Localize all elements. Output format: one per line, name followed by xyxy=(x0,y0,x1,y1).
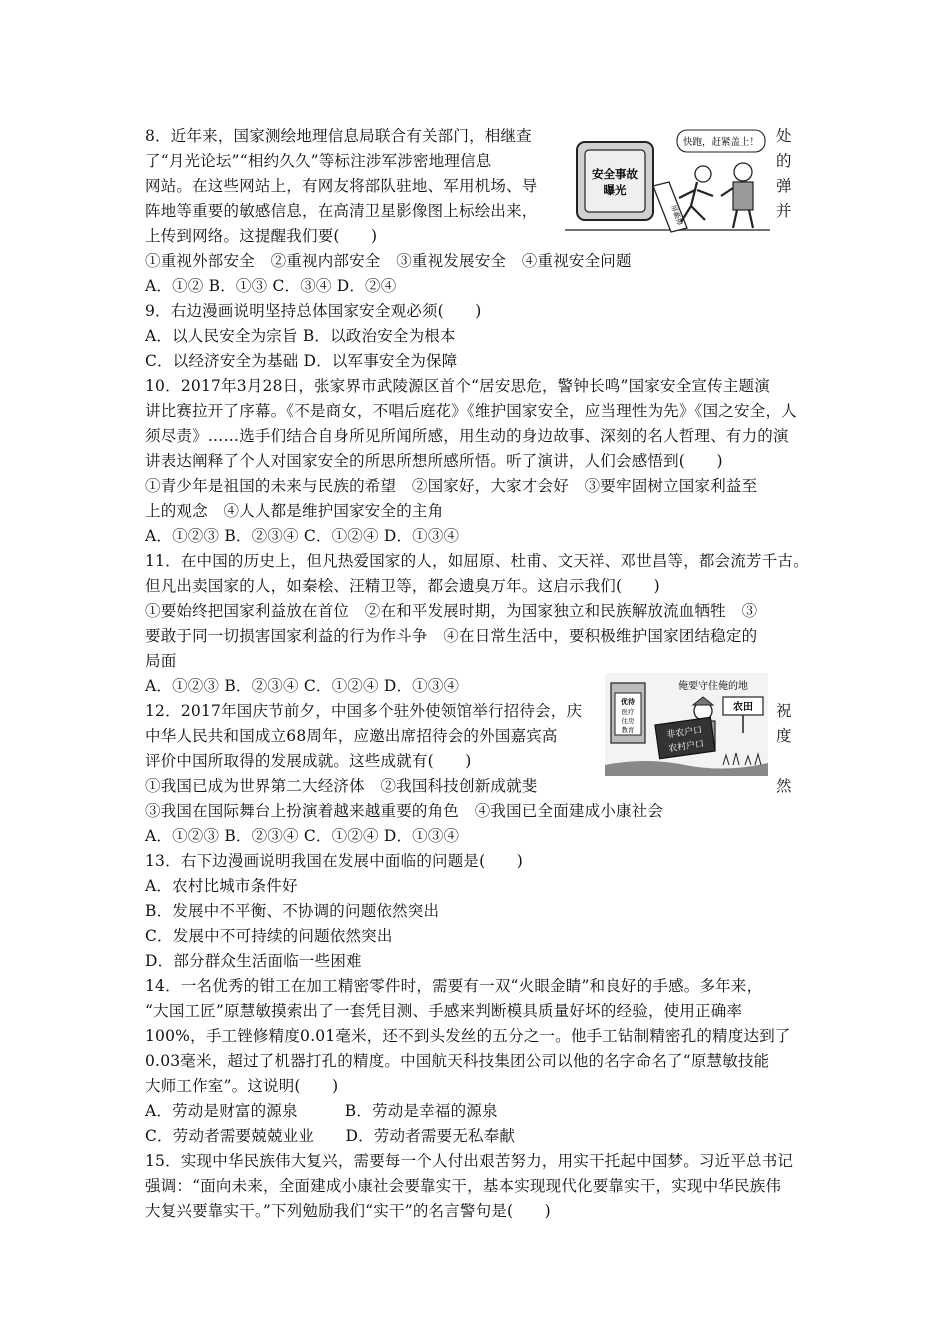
q9-options-cd: C．以经济安全为基础 D．以军事安全为保障 xyxy=(145,352,458,370)
q14-line-3: 100%，手工锉修精度0.01毫米，还不到头发丝的五分之一。他手工钻制精密孔的精度达到了 xyxy=(145,1027,791,1045)
q11-choices: A．①②③ B．②③④ C．①②④ D．①③④ xyxy=(145,677,460,695)
q15-line-1: 15．实现中华民族伟大复兴，需要每一个人付出艰苦努力，用实干托起中国梦。习近平总书记 xyxy=(145,1152,794,1170)
q12-line-2: 中华人民共和国成立68周年，应邀出席招待会的外国嘉宾高 xyxy=(145,727,558,745)
q8-line-3: 网站。在这些网站上，有网友将部队驻地、军用机场、导 xyxy=(145,177,538,195)
q8-line-2: 了“月光论坛”“相约久久”等标注涉军涉密地理信息 xyxy=(145,152,492,170)
q8-right-4: 并 xyxy=(776,202,792,220)
q14-line-2: “大国工匠”原慧敏摸索出了一套凭目测、手感来判断模具质量好坏的经验，使用正确率 xyxy=(145,1002,743,1020)
q10-line-1: 10．2017年3月28日，张家界市武陵源区首个“居安思危，警钟长鸣”国家安全宣传主题演 xyxy=(145,377,770,395)
comic-security-exposure xyxy=(565,126,770,236)
q12-line-1: 12．2017年国庆节前夕，中国多个驻外使领馆举行招待会，庆 xyxy=(145,702,583,720)
comic2-sign-text-2: 农村户口 xyxy=(667,738,705,754)
q8-right-3: 弹 xyxy=(776,177,792,195)
q9-options-ab: A．以人民安全为宗旨 B．以政治安全为根本 xyxy=(145,327,456,345)
q12-right-1: 祝 xyxy=(776,702,792,720)
q10-option-line-1: ①青少年是祖国的未来与民族的希望 ②国家好，大家才会好 ③要牢固树立国家利益至 xyxy=(145,477,758,495)
q10-line-3: 须尽责》……选手们结合自身所见所闻所感，用生动的身边故事、深刻的名人哲理、有力的演 xyxy=(145,427,789,445)
comic2-caption: 俺要守住俺的地 xyxy=(678,681,748,692)
comic2-board-text-4: 教育 xyxy=(621,727,635,734)
q15-line-2: 强调：“面向未来，全面建成小康社会要靠实干，基本实现现代化要靠实干，实现中华民族伟 xyxy=(145,1177,782,1195)
q12-option-line-2: ③我国在国际舞台上扮演着越来越重要的角色 ④我国已全面建成小康社会 xyxy=(145,802,664,820)
q13-stem: 13．右下边漫画说明我国在发展中面临的问题是( ) xyxy=(145,852,524,870)
q11-option-line-2: 要敢于同一切损害国家利益的行为作斗争 ④在日常生活中，要积极维护国家团结稳定的 xyxy=(145,627,758,645)
q8-line-1: 8．近年来，国家测绘地理信息局联合有关部门，相继查 xyxy=(145,127,532,145)
q10-line-4: 讲表达阐释了个人对国家安全的所思所想所感所悟。听了演讲，人们会感悟到( ) xyxy=(145,452,723,470)
comic-hukou xyxy=(605,673,768,776)
q8-line-5: 上传到网络。这提醒我们要( ) xyxy=(145,227,378,245)
comic1-sign-text: 安全事故 xyxy=(592,169,638,181)
comic1-plank-text: 屏蔽掉 xyxy=(669,204,683,227)
q12-right-3: 然 xyxy=(776,777,792,795)
q14-line-1: 14．一名优秀的钳工在加工精密零件时，需要有一双“火眼金睛”和良好的手感。多年来， xyxy=(145,977,763,995)
q11-line-1: 11．在中国的历史上，但凡热爱国家的人，如屈原、杜甫、文天祥、邓世昌等，都会流芳千古。 xyxy=(145,552,809,570)
q8-right-2: 的 xyxy=(776,152,792,170)
comic2-sign-text: 非农户口 xyxy=(665,724,703,740)
q8-right-1: 处 xyxy=(776,127,792,145)
q15-line-3: 大复兴要靠实干。”下列勉励我们“实干”的名言警句是( ) xyxy=(145,1202,551,1220)
q11-option-line-1: ①要始终把国家利益放在首位 ②在和平发展时期，为国家独立和民族解放流血牺牲 ③ xyxy=(145,602,758,620)
q12-right-2: 度 xyxy=(776,727,792,745)
q13-option-d: D．部分群众生活面临一些困难 xyxy=(145,952,362,970)
q12-choices: A．①②③ B．②③④ C．①②④ D．①③④ xyxy=(145,827,460,845)
q12-option-line-1: ①我国已成为世界第二大经济体 ②我国科技创新成就斐 xyxy=(145,777,538,795)
q10-choices: A．①②③ B．②③④ C．①②④ D．①③④ xyxy=(145,527,460,545)
q11-option-line-3: 局面 xyxy=(145,652,177,670)
q10-line-2: 讲比赛拉开了序幕。《不是商女，不唱后庭花》《维护国家安全，应当理性为先》《国之安全，人 xyxy=(145,402,797,420)
q12-line-3: 评价中国所取得的发展成就。这些成就有( ) xyxy=(145,752,472,770)
q11-line-2: 但凡出卖国家的人，如秦桧、汪精卫等，都会遗臭万年。这启示我们( ) xyxy=(145,577,660,595)
q14-line-4: 0.03毫米，超过了机器打孔的精度。中国航天科技集团公司以他的名字命名了“原慧敏技能 xyxy=(145,1052,770,1070)
q13-option-c: C．发展中不可持续的问题依然突出 xyxy=(145,927,393,945)
q8-options: ①重视外部安全 ②重视内部安全 ③重视发展安全 ④重视安全问题 xyxy=(145,252,632,270)
comic2-board-text-2: 医疗 xyxy=(621,709,635,716)
comic1-bubble-text: 快跑，赶紧盖上！ xyxy=(682,137,760,148)
q13-option-b: B．发展中不平衡、不协调的问题依然突出 xyxy=(145,902,440,920)
q9-stem: 9．右边漫画说明坚持总体国家安全观必须( ) xyxy=(145,302,482,320)
comic1-sign-text-2: 曝光 xyxy=(603,185,627,197)
q10-option-line-2: 上的观念 ④人人都是维护国家安全的主角 xyxy=(145,502,444,520)
q13-option-a: A．农村比城市条件好 xyxy=(145,877,298,895)
comic2-board-text: 优待 xyxy=(621,699,635,706)
q8-choices: A．①② B．①③ C．③④ D．②④ xyxy=(145,277,397,295)
comic2-board-text-3: 住房 xyxy=(621,718,635,725)
q14-options-cd: C．劳动者需要兢兢业业 D．劳动者需要无私奉献 xyxy=(145,1127,516,1145)
comic2-field-text: 农田 xyxy=(733,702,753,713)
q14-line-5: 大师工作室”。这说明( ) xyxy=(145,1077,339,1095)
q14-options-ab: A．劳动是财富的源泉 B．劳动是幸福的源泉 xyxy=(145,1102,498,1120)
q8-line-4: 阵地等重要的敏感信息，在高清卫星影像图上标绘出来， xyxy=(145,202,538,220)
